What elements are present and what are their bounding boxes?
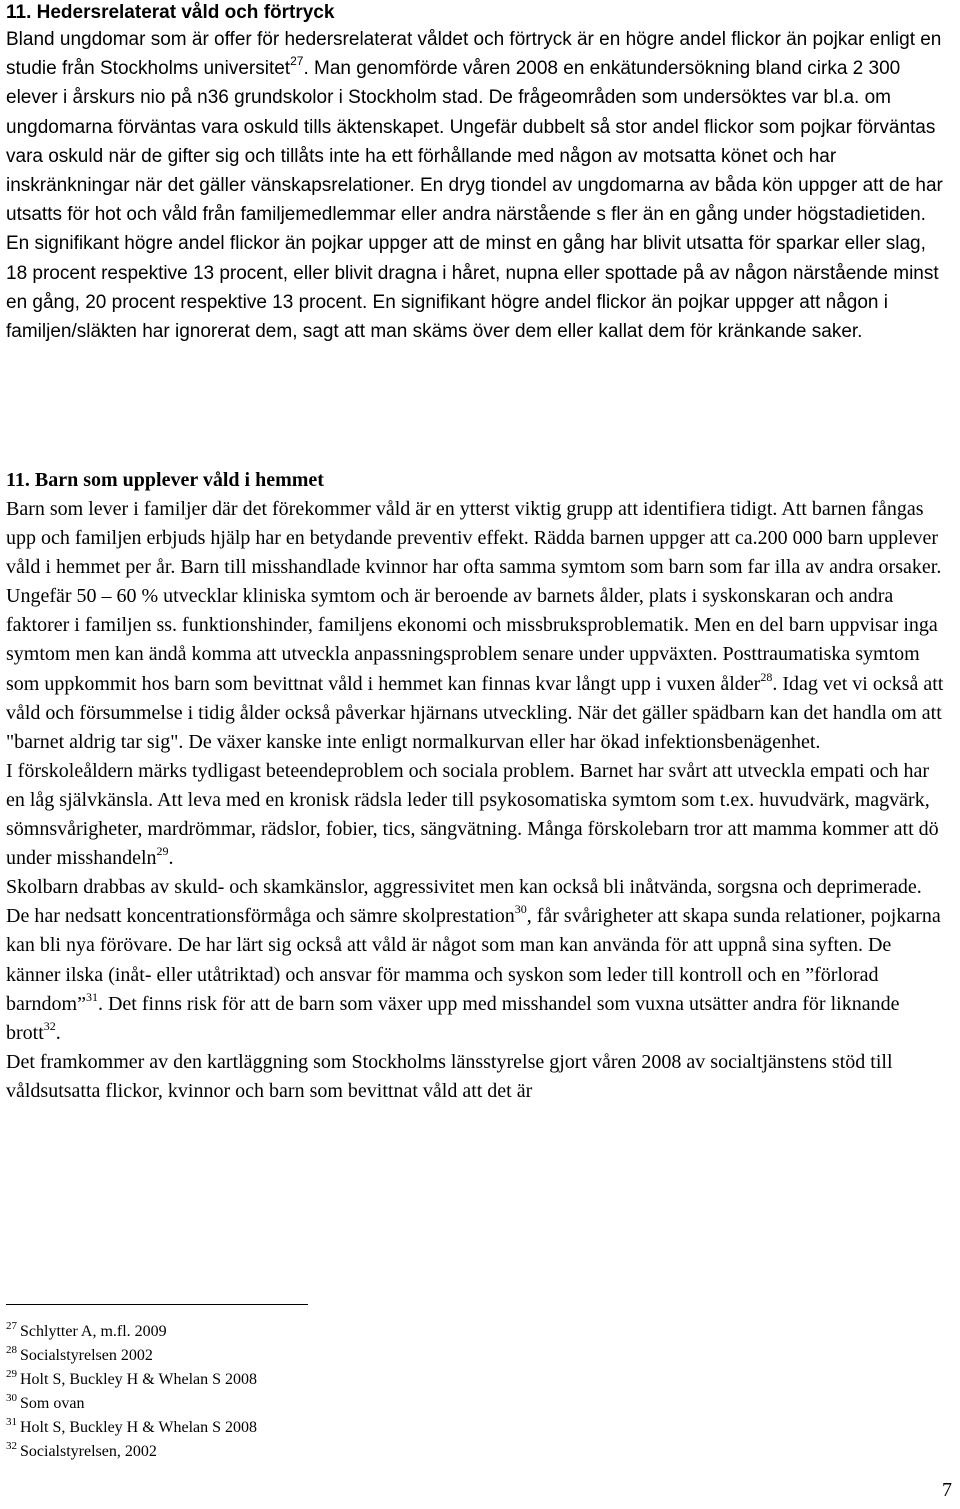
- footnote-ref-29: 29: [156, 844, 169, 859]
- section-children-violence: [6, 466, 950, 1106]
- section-heading-honor-violence: 11. Hedersrelaterat våld och förtryck: [6, 2, 335, 23]
- footnote-divider: [6, 1304, 308, 1305]
- section-heading-children-violence: 11. Barn som upplever våld i hemmet: [6, 469, 324, 491]
- footnote-ref-32: 32: [43, 1018, 56, 1033]
- footnote-ref-28: 28: [760, 669, 773, 684]
- footnote-ref-31: 31: [85, 989, 98, 1004]
- footnote-item: $^{32}$ Socialstyrelsen, 2002: [6, 1440, 157, 1460]
- footnotes-list: [6, 1320, 257, 1464]
- page-number: 7: [942, 1479, 952, 1501]
- footnote-item: $^{27}$ Schlytter A, m.fl. 2009: [6, 1320, 167, 1340]
- paragraph-honor-violence: Bland ungdomar som är offer för hedersrelaterat våldet och förtryck är en högre andel flickor än pojkar enligt en studie från Stockholms universitet$^{27}$. Man genomförde våren 2008 en enkätundersökning bland cirka 2 300 elever i årskurs nio på n36 grundskolor i Stockholm stad. De frågeområden som undersöktes var bl.a. om ungdomarna förväntas vara oskuld tills äktenskapet. Ungefär dubbelt så stor andel flickor som pojkar förväntas vara oskuld när de gifter sig och tillåts inte ha ett förhållande med någon av motsatta könet och har inskränkningar när det gäller vänskapsrelationer. En dryg tiondel av ungdomarna av båda kön uppger att de har utsatts för hot och våld från familjemedlemmar eller andra närstående s fler än en gång under högstadietiden. En signifikant högre andel flickor än pojkar uppger att de minst en gång har blivit utsatta för sparkar eller slag, 18 procent respektive 13 procent, eller blivit dragna i håret, nupna eller spottade på av någon närstående minst en gång, 20 procent respektive 13 procent. En signifikant högre andel flickor än pojkar uppger att någon i familjen/släkten har ignorerat dem, sagt att man skäms över dem eller kallat dem för kränkande saker.: [6, 29, 943, 343]
- footnote-ref-27: 27: [290, 54, 304, 69]
- paragraph-county-survey: Det framkommer av den kartläggning som Stockholms länsstyrelse gjort våren 2008 av socialtjänstens stöd till våldsutsatta flickor, kvinnor och barn som bevittnat våld att det är: [6, 1050, 893, 1102]
- footnote-item: $^{28}$ Socialstyrelsen 2002: [6, 1344, 153, 1364]
- paragraph-preschool: I förskoleåldern märks tydligast beteendeproblem och sociala problem. Barnet har svårt att utveckla empati och har en låg självkänsla. Att leva med en kronisk rädsla leder till psykosomatiska symtom som t.ex. huvudvärk, magvärk, sömnsvårigheter, mardrömmar, rädslor, fobier, tics, sängvätning. Många förskolebarn tror att mamma kommer att dö under misshandeln$^{29}$.: [6, 759, 939, 870]
- paragraph-children-intro: Barn som lever i familjer där det förekommer våld är en ytterst viktig grupp att identifiera tidigt. Att barnen fångas upp och familjen erbjuds hjälp har en betydande preventiv effekt. Rädda barnen uppger att ca.200 000 barn upplever våld i hemmet per år. Barn till misshandlade kvinnor har ofta samma symtom som barn som far illa av andra orsaker. Ungefär 50 – 60 % utvecklar kliniska symtom och är beroende av barnets ålder, plats i syskonskaran och andra faktorer i familjen ss. funktionshinder, familjens ekonomi och missbruksproblematik. Men en del barn uppvisar inga symtom men kan ändå komma att utveckla anpassningsproblem senare under uppväxten. Posttraumatiska symtom som uppkommit hos barn som bevittnat våld i hemmet kan finnas kvar långt upp i vuxen ålder$^{28}$. Idag vet vi också att våld och försummelse i tidig ålder också påverkar hjärnans utveckling. När det gäller spädbarn kan det handla om att "barnet aldrig tar sig". De växer kanske inte enligt normalkurvan eller har ökad infektionsbenägenhet.: [6, 498, 944, 753]
- footnote-ref-30: 30: [514, 902, 527, 917]
- section-honor-violence: [6, 0, 950, 346]
- paragraph-schoolchildren: Skolbarn drabbas av skuld- och skamkänslor, aggressivitet men kan också bli inåtvända, sorgsna och deprimerade. De har nedsatt koncentrationsförmåga och sämre skolprestation$^{30}$, får svårigheter att skapa sunda relationer, pojkarna kan bli nya förövare. De har lärt sig också att våld är något som man kan använda för att uppnå sina syften. De känner ilska (inåt- eller utåtriktad) och ansvar för mamma och syskon som leder till kontroll och en ”förlorad barndom”$^{31}$. Det finns risk för att de barn som växer upp med misshandel som vuxna utsätter andra för liknande brott$^{32}$.: [6, 876, 941, 1044]
- footnote-item: $^{29}$ Holt S, Buckley H & Whelan S 2008: [6, 1368, 258, 1388]
- footnote-item: $^{30}$ Som ovan: [6, 1392, 85, 1412]
- footnote-item: $^{31}$ Holt S, Buckley H & Whelan S 2008: [6, 1416, 258, 1436]
